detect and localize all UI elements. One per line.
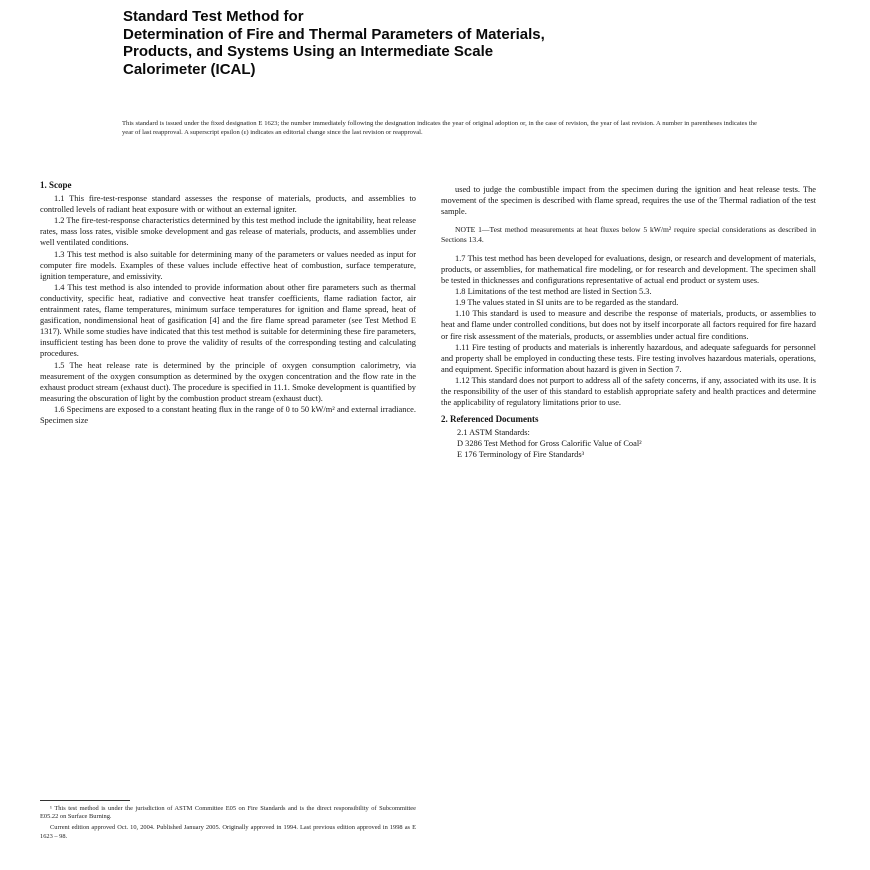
paragraph: used to judge the combustible impact from the specimen during the ignition and heat release tests. The movement of the specimen is described with flame spread, requires the use of the Thermal radiation of the test sample. <box>441 185 816 217</box>
paragraph: 1.10 This standard is used to measure and describe the response of materials, products, or assemblies to heat and flame under controlled conditions, but does not by itself incorporate all factors required for fire hazard or fire risk assessment of the materials, products, or assemblies under actual fire conditions. <box>441 309 816 341</box>
designation-notice: This standard is issued under the fixed designation E 1623; the number immediately following the designation indicates the year of original adoption or, in the case of revision, the year of last revision. A number in parentheses indicates the year of last reapproval. A superscript epsilon (ε) indicates an editorial change since the last revision or reapproval. <box>122 120 757 136</box>
paragraph: 1.12 This standard does not purport to address all of the safety concerns, if any, associated with its use. It is the responsibility of the user of this standard to establish appropriate safety and health practices and determine the applicability of regulatory limitations prior to use. <box>441 375 816 408</box>
paragraph: 1.9 The values stated in SI units are to be regarded as the standard. <box>455 298 679 308</box>
paragraph: 1.4 This test method is also intended to provide information about other fire parameters such as thermal conductivity, specific heat, radiative and convective heat transfer coefficients, flame radiation factor, air entrainment rates, flame temperatures, minimum surface temperatures for ignition and flame spread, heat of gasification, nondimensional heat of gasification [4] and the fire flame spread parameter (see Test Method E 1317). While some studies have indicated that this test method is suitable for determining these fire parameters, insufficient testing has been done to prove the validity of results of the corresponding testing and calculating procedures. <box>40 282 416 359</box>
footnotes <box>40 800 416 844</box>
title-line: Determination of Fire and Thermal Parameters of Materials, <box>123 25 545 43</box>
section-heading-scope: 1. Scope <box>40 180 72 190</box>
left-column <box>40 180 416 426</box>
paragraph: 1.6 Specimens are exposed to a constant heating flux in the range of 0 to 50 kW/m² and external irradiance. Specimen size <box>40 404 416 425</box>
paragraph: 1.7 This test method has been developed for evaluations, design, or research and development of materials, products, or assemblies, for mathematical fire modeling, or for research and development. The specimen shall be tested in thicknesses and configurations representative of actual end product or system uses. <box>441 253 816 286</box>
reference-item: 2.1 ASTM Standards: <box>457 428 530 438</box>
footnote: Current edition approved Oct. 10, 2004. Published January 2005. Originally approved in 1994. Last previous edition approved in 1998 as E 1623 – 98. <box>40 824 416 840</box>
document-title <box>123 8 763 78</box>
title-line: Calorimeter (ICAL) <box>123 60 256 78</box>
paragraph: 1.2 The fire-test-response characteristics determined by this test method include the ignitability, heat release rates, mass loss rates, visible smoke development and gas release of materials, products, and assemblies under well ventilated conditions. <box>40 216 416 248</box>
note: NOTE 1—Test method measurements at heat fluxes below 5 kW/m² require special considerations as described in Sections 13.4. <box>441 224 816 245</box>
section-heading-referenced-documents: 2. Referenced Documents <box>441 414 539 425</box>
paragraph: 1.11 Fire testing of products and materials is inherently hazardous, and adequate safeguards for personnel and property shall be employed in conducting these tests. Fire testing involves hazardous materials, operations, and equipment. Specific information about hazard is given in Section 7. <box>441 342 816 374</box>
right-column <box>441 184 816 461</box>
reference-item: D 3286 Test Method for Gross Calorific Value of Coal² <box>457 439 642 449</box>
paragraph: 1.5 The heat release rate is determined by the principle of oxygen consumption calorimetry, via measurement of the oxygen consumption as determined by the oxygen concentration and the flow rate in the exhaust product stream (exhaust duct). The procedure is specified in 11.1. Smoke development is quantified by measuring the obscuration of light by the combustion product stream (exhaust duct). <box>40 360 416 403</box>
paragraph: 1.3 This test method is also suitable for determining many of the parameters or values needed as input for computer fire models. Examples of these values include effective heat of combustion, surface temperature, ignition temperature, and emissivity. <box>40 249 416 281</box>
reference-item: E 176 Terminology of Fire Standards³ <box>457 450 585 460</box>
footnote-rule <box>40 800 130 801</box>
footnote: ¹ This test method is under the jurisdiction of ASTM Committee E05 on Fire Standards and is the direct responsibility of Subcommittee E05.22 on Surface Burning. <box>40 805 416 821</box>
paragraph: 1.8 Limitations of the test method are listed in Section 5.3. <box>455 287 652 297</box>
paragraph: 1.1 This fire-test-response standard assesses the response of materials, products, and assemblies to controlled levels of radiant heat exposure with or without an external igniter. <box>40 194 416 215</box>
title-line: Standard Test Method for <box>123 8 304 25</box>
title-line: Products, and Systems Using an Intermediate Scale <box>123 43 494 60</box>
